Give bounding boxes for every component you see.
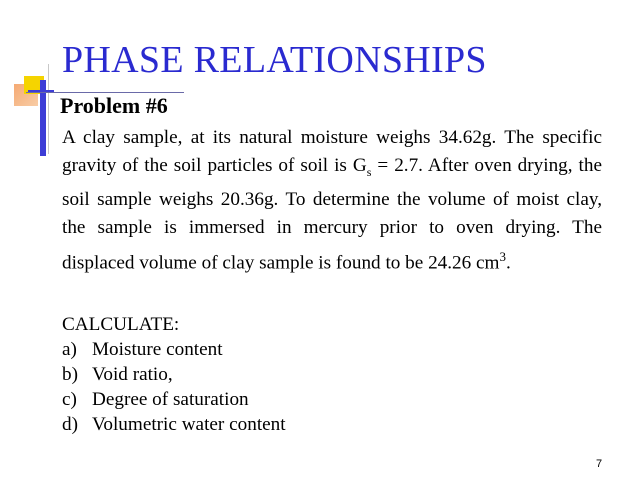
item-text: Moisture content <box>92 339 223 360</box>
problem-text-part1: A clay sample, at its natural moisture weighs 34.62g. The specific gravity of the soil particles of soil is G <box>62 127 602 177</box>
item-label: c) <box>62 389 77 410</box>
item-text: Volumetric water content <box>92 414 286 435</box>
item-text: Degree of saturation <box>92 389 249 410</box>
list-item <box>62 337 286 362</box>
item-text: Void ratio, <box>92 364 173 385</box>
problem-text-part2: = 2.7. After oven drying, the soil sample weighs 20.36g. To determine the volume of moist clay, the sample is immersed in mercury prior to oven drying. The displaced volume of clay sample is found to be 24.26 cm <box>62 155 602 274</box>
item-label: d) <box>62 414 78 435</box>
calculate-section <box>62 312 286 437</box>
problem-heading: Problem #6 <box>60 93 168 118</box>
item-label: a) <box>62 339 77 360</box>
calculate-list <box>62 337 286 437</box>
page-number: 7 <box>596 458 603 470</box>
decor-vertical-line <box>48 64 49 154</box>
problem-text-part3: . <box>505 252 511 274</box>
item-label: b) <box>62 364 78 385</box>
list-item <box>62 387 286 412</box>
gs-subscript: s <box>366 165 372 180</box>
calculate-heading: CALCULATE: <box>62 314 180 335</box>
unit-exponent: 3 <box>499 248 506 264</box>
list-item <box>62 412 286 437</box>
list-item <box>62 362 286 387</box>
problem-statement <box>62 124 602 277</box>
slide-title: PHASE RELATIONSHIPS <box>62 39 487 81</box>
